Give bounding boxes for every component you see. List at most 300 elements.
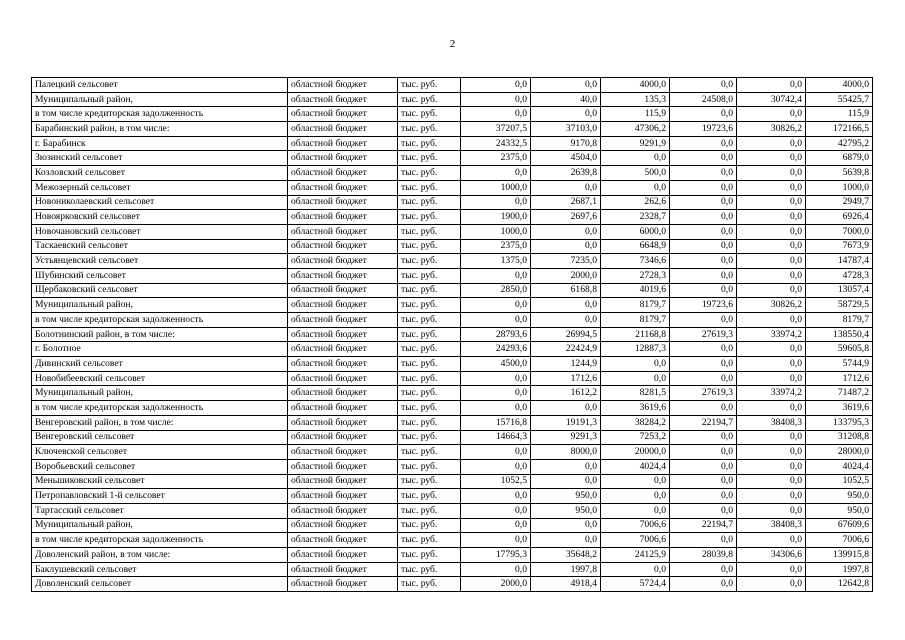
value-cell: 0,0 [670, 459, 737, 474]
value-cell: 0,0 [670, 445, 737, 460]
row-name-cell: Новочановский сельсовет [32, 224, 288, 239]
value-cell: 139915,8 [806, 548, 873, 563]
unit-cell: тыс. руб. [398, 180, 461, 195]
value-cell: 2697,6 [531, 210, 601, 225]
value-cell: 15716,8 [461, 415, 531, 430]
value-cell: 4019,6 [601, 283, 670, 298]
value-cell: 0,0 [461, 518, 531, 533]
value-cell: 9291,9 [601, 136, 670, 151]
table-row [32, 357, 873, 372]
value-cell: 1612,2 [531, 386, 601, 401]
table-row [32, 180, 873, 195]
unit-cell: тыс. руб. [398, 386, 461, 401]
value-cell: 8000,0 [531, 445, 601, 460]
budget-source-cell: областной бюджет [288, 239, 398, 254]
value-cell: 22194,7 [670, 415, 737, 430]
value-cell: 4504,0 [531, 151, 601, 166]
value-cell: 0,0 [670, 503, 737, 518]
value-cell: 7000,0 [806, 224, 873, 239]
unit-cell: тыс. руб. [398, 224, 461, 239]
page-number: 2 [449, 38, 456, 50]
value-cell: 14787,4 [806, 254, 873, 269]
table-row [32, 239, 873, 254]
budget-source-cell: областной бюджет [288, 371, 398, 386]
table-row [32, 533, 873, 548]
budget-source-cell: областной бюджет [288, 78, 398, 93]
unit-cell: тыс. руб. [398, 401, 461, 416]
value-cell: 55425,7 [806, 92, 873, 107]
value-cell: 47306,2 [601, 122, 670, 137]
row-name-cell: Ключевской сельсовет [32, 445, 288, 460]
value-cell: 0,0 [461, 298, 531, 313]
row-name-cell: в том числе кредиторская задолженность [32, 533, 288, 548]
value-cell: 7006,6 [601, 533, 670, 548]
unit-cell: тыс. руб. [398, 474, 461, 489]
value-cell: 0,0 [737, 577, 806, 592]
value-cell: 33974,2 [737, 327, 806, 342]
table-row [32, 283, 873, 298]
value-cell: 1000,0 [806, 180, 873, 195]
value-cell: 4024,4 [601, 459, 670, 474]
value-cell: 4728,3 [806, 268, 873, 283]
value-cell: 0,0 [601, 180, 670, 195]
budget-source-cell: областной бюджет [288, 445, 398, 460]
budget-source-cell: областной бюджет [288, 415, 398, 430]
budget-source-cell: областной бюджет [288, 533, 398, 548]
value-cell: 67609,6 [806, 518, 873, 533]
value-cell: 0,0 [670, 489, 737, 504]
value-cell: 31208,8 [806, 430, 873, 445]
unit-cell: тыс. руб. [398, 283, 461, 298]
value-cell: 2375,0 [461, 239, 531, 254]
value-cell: 0,0 [461, 401, 531, 416]
value-cell: 0,0 [737, 224, 806, 239]
value-cell: 262,6 [601, 195, 670, 210]
value-cell: 28793,6 [461, 327, 531, 342]
value-cell: 0,0 [601, 371, 670, 386]
value-cell: 0,0 [737, 254, 806, 269]
value-cell: 24332,5 [461, 136, 531, 151]
table-row [32, 195, 873, 210]
value-cell: 7346,6 [601, 254, 670, 269]
value-cell: 0,0 [461, 268, 531, 283]
table-row [32, 210, 873, 225]
value-cell: 0,0 [461, 78, 531, 93]
value-cell: 12642,8 [806, 577, 873, 592]
budget-source-cell: областной бюджет [288, 503, 398, 518]
budget-source-cell: областной бюджет [288, 357, 398, 372]
value-cell: 0,0 [737, 445, 806, 460]
value-cell: 28000,0 [806, 445, 873, 460]
row-name-cell: Болотнинский район, в том числе: [32, 327, 288, 342]
value-cell: 0,0 [461, 313, 531, 328]
budget-source-cell: областной бюджет [288, 268, 398, 283]
unit-cell: тыс. руб. [398, 122, 461, 137]
value-cell: 0,0 [737, 313, 806, 328]
unit-cell: тыс. руб. [398, 92, 461, 107]
budget-source-cell: областной бюджет [288, 298, 398, 313]
value-cell: 34306,6 [737, 548, 806, 563]
budget-source-cell: областной бюджет [288, 342, 398, 357]
value-cell: 133795,3 [806, 415, 873, 430]
unit-cell: тыс. руб. [398, 254, 461, 269]
value-cell: 4918,4 [531, 577, 601, 592]
value-cell: 0,0 [461, 371, 531, 386]
value-cell: 2728,3 [601, 268, 670, 283]
value-cell: 5744,9 [806, 357, 873, 372]
value-cell: 4500,0 [461, 357, 531, 372]
value-cell: 0,0 [670, 401, 737, 416]
table-row [32, 298, 873, 313]
value-cell: 0,0 [670, 224, 737, 239]
value-cell: 2328,7 [601, 210, 670, 225]
budget-source-cell: областной бюджет [288, 151, 398, 166]
value-cell: 135,3 [601, 92, 670, 107]
value-cell: 1052,5 [461, 474, 531, 489]
value-cell: 0,0 [670, 195, 737, 210]
value-cell: 30826,2 [737, 122, 806, 137]
row-name-cell: Меньшиковский сельсовет [32, 474, 288, 489]
value-cell: 4000,0 [806, 78, 873, 93]
value-cell: 172166,5 [806, 122, 873, 137]
table-row [32, 92, 873, 107]
value-cell: 58729,5 [806, 298, 873, 313]
value-cell: 0,0 [737, 401, 806, 416]
value-cell: 0,0 [670, 268, 737, 283]
value-cell: 0,0 [737, 342, 806, 357]
row-name-cell: Доволенский сельсовет [32, 577, 288, 592]
table-body [32, 78, 873, 592]
value-cell: 0,0 [737, 562, 806, 577]
table-row [32, 548, 873, 563]
value-cell: 71487,2 [806, 386, 873, 401]
value-cell: 0,0 [461, 386, 531, 401]
value-cell: 13057,4 [806, 283, 873, 298]
value-cell: 0,0 [737, 180, 806, 195]
value-cell: 0,0 [601, 503, 670, 518]
row-name-cell: Новобибеевский сельсовет [32, 371, 288, 386]
row-name-cell: Козловский сельсовет [32, 166, 288, 181]
budget-source-cell: областной бюджет [288, 562, 398, 577]
row-name-cell: Дивинский сельсовет [32, 357, 288, 372]
value-cell: 0,0 [737, 474, 806, 489]
value-cell: 30742,4 [737, 92, 806, 107]
value-cell: 0,0 [601, 489, 670, 504]
table-row [32, 474, 873, 489]
value-cell: 0,0 [737, 533, 806, 548]
row-name-cell: Муниципальный район, [32, 92, 288, 107]
value-cell: 1712,6 [806, 371, 873, 386]
table-row [32, 386, 873, 401]
unit-cell: тыс. руб. [398, 371, 461, 386]
row-name-cell: г. Барабинск [32, 136, 288, 151]
unit-cell: тыс. руб. [398, 313, 461, 328]
table-row [32, 430, 873, 445]
table-row [32, 151, 873, 166]
value-cell: 20000,0 [601, 445, 670, 460]
unit-cell: тыс. руб. [398, 577, 461, 592]
budget-source-cell: областной бюджет [288, 313, 398, 328]
value-cell: 950,0 [806, 503, 873, 518]
value-cell: 30826,2 [737, 298, 806, 313]
value-cell: 37207,5 [461, 122, 531, 137]
value-cell: 0,0 [531, 239, 601, 254]
value-cell: 6000,0 [601, 224, 670, 239]
table-row [32, 224, 873, 239]
budget-source-cell: областной бюджет [288, 474, 398, 489]
row-name-cell: Палецкий сельсовет [32, 78, 288, 93]
unit-cell: тыс. руб. [398, 327, 461, 342]
value-cell: 0,0 [737, 503, 806, 518]
table-row [32, 503, 873, 518]
value-cell: 0,0 [670, 533, 737, 548]
value-cell: 38408,3 [737, 518, 806, 533]
value-cell: 7006,6 [601, 518, 670, 533]
value-cell: 14664,3 [461, 430, 531, 445]
budget-source-cell: областной бюджет [288, 430, 398, 445]
table-row [32, 327, 873, 342]
unit-cell: тыс. руб. [398, 210, 461, 225]
value-cell: 500,0 [601, 166, 670, 181]
value-cell: 0,0 [737, 371, 806, 386]
value-cell: 19191,3 [531, 415, 601, 430]
row-name-cell: Новониколаевский сельсовет [32, 195, 288, 210]
value-cell: 1052,5 [806, 474, 873, 489]
unit-cell: тыс. руб. [398, 136, 461, 151]
value-cell: 138550,4 [806, 327, 873, 342]
table-row [32, 415, 873, 430]
value-cell: 38284,2 [601, 415, 670, 430]
value-cell: 12887,3 [601, 342, 670, 357]
budget-source-cell: областной бюджет [288, 577, 398, 592]
value-cell: 24125,9 [601, 548, 670, 563]
value-cell: 0,0 [461, 445, 531, 460]
budget-source-cell: областной бюджет [288, 386, 398, 401]
value-cell: 6926,4 [806, 210, 873, 225]
value-cell: 2000,0 [461, 577, 531, 592]
value-cell: 0,0 [670, 107, 737, 122]
value-cell: 0,0 [531, 474, 601, 489]
value-cell: 0,0 [670, 78, 737, 93]
value-cell: 950,0 [806, 489, 873, 504]
value-cell: 2639,8 [531, 166, 601, 181]
unit-cell: тыс. руб. [398, 357, 461, 372]
value-cell: 27619,3 [670, 327, 737, 342]
value-cell: 8179,7 [601, 298, 670, 313]
value-cell: 40,0 [531, 92, 601, 107]
table-row [32, 313, 873, 328]
value-cell: 19723,6 [670, 298, 737, 313]
row-name-cell: Венгеровский район, в том числе: [32, 415, 288, 430]
budget-source-cell: областной бюджет [288, 107, 398, 122]
unit-cell: тыс. руб. [398, 166, 461, 181]
value-cell: 0,0 [461, 562, 531, 577]
value-cell: 22194,7 [670, 518, 737, 533]
value-cell: 7253,2 [601, 430, 670, 445]
value-cell: 35648,2 [531, 548, 601, 563]
value-cell: 0,0 [670, 180, 737, 195]
row-name-cell: Петропавловский 1-й сельсовет [32, 489, 288, 504]
value-cell: 0,0 [670, 342, 737, 357]
value-cell: 0,0 [531, 180, 601, 195]
value-cell: 26994,5 [531, 327, 601, 342]
row-name-cell: Таскаевский сельсовет [32, 239, 288, 254]
value-cell: 0,0 [737, 210, 806, 225]
value-cell: 38408,3 [737, 415, 806, 430]
value-cell: 0,0 [670, 430, 737, 445]
value-cell: 0,0 [737, 239, 806, 254]
value-cell: 950,0 [531, 503, 601, 518]
unit-cell: тыс. руб. [398, 298, 461, 313]
value-cell: 0,0 [531, 533, 601, 548]
value-cell: 3619,6 [601, 401, 670, 416]
value-cell: 115,9 [601, 107, 670, 122]
row-name-cell: в том числе кредиторская задолженность [32, 313, 288, 328]
value-cell: 2949,7 [806, 195, 873, 210]
value-cell: 0,0 [737, 268, 806, 283]
value-cell: 0,0 [737, 283, 806, 298]
value-cell: 0,0 [670, 210, 737, 225]
unit-cell: тыс. руб. [398, 548, 461, 563]
value-cell: 0,0 [670, 357, 737, 372]
unit-cell: тыс. руб. [398, 78, 461, 93]
budget-source-cell: областной бюджет [288, 122, 398, 137]
budget-source-cell: областной бюджет [288, 224, 398, 239]
value-cell: 1712,6 [531, 371, 601, 386]
value-cell: 0,0 [601, 474, 670, 489]
table-row [32, 122, 873, 137]
value-cell: 0,0 [531, 224, 601, 239]
value-cell: 17795,3 [461, 548, 531, 563]
value-cell: 0,0 [737, 430, 806, 445]
table-row [32, 562, 873, 577]
value-cell: 0,0 [670, 136, 737, 151]
table-row [32, 254, 873, 269]
value-cell: 0,0 [737, 78, 806, 93]
unit-cell: тыс. руб. [398, 107, 461, 122]
table-row [32, 489, 873, 504]
value-cell: 8179,7 [601, 313, 670, 328]
value-cell: 7006,6 [806, 533, 873, 548]
value-cell: 1000,0 [461, 224, 531, 239]
unit-cell: тыс. руб. [398, 533, 461, 548]
value-cell: 1000,0 [461, 180, 531, 195]
budget-table [31, 77, 873, 592]
budget-source-cell: областной бюджет [288, 210, 398, 225]
value-cell: 19723,6 [670, 122, 737, 137]
value-cell: 0,0 [461, 107, 531, 122]
table-row [32, 136, 873, 151]
unit-cell: тыс. руб. [398, 151, 461, 166]
budget-source-cell: областной бюджет [288, 166, 398, 181]
unit-cell: тыс. руб. [398, 239, 461, 254]
row-name-cell: Новоярковский сельсовет [32, 210, 288, 225]
value-cell: 0,0 [531, 401, 601, 416]
budget-source-cell: областной бюджет [288, 518, 398, 533]
value-cell: 1900,0 [461, 210, 531, 225]
value-cell: 1997,8 [806, 562, 873, 577]
row-name-cell: Муниципальный район, [32, 518, 288, 533]
row-name-cell: Воробьевский сельсовет [32, 459, 288, 474]
row-name-cell: Муниципальный район, [32, 386, 288, 401]
value-cell: 0,0 [601, 562, 670, 577]
value-cell: 0,0 [670, 371, 737, 386]
row-name-cell: Межозерный сельсовет [32, 180, 288, 195]
budget-source-cell: областной бюджет [288, 254, 398, 269]
value-cell: 0,0 [670, 577, 737, 592]
table-row [32, 371, 873, 386]
value-cell: 0,0 [461, 166, 531, 181]
value-cell: 21168,8 [601, 327, 670, 342]
budget-source-cell: областной бюджет [288, 195, 398, 210]
value-cell: 0,0 [737, 107, 806, 122]
table-row [32, 445, 873, 460]
row-name-cell: Тартасский сельсовет [32, 503, 288, 518]
value-cell: 0,0 [461, 459, 531, 474]
row-name-cell: Шубинский сельсовет [32, 268, 288, 283]
value-cell: 0,0 [670, 151, 737, 166]
value-cell: 37103,0 [531, 122, 601, 137]
row-name-cell: Зюзинский сельсовет [32, 151, 288, 166]
value-cell: 42795,2 [806, 136, 873, 151]
budget-source-cell: областной бюджет [288, 283, 398, 298]
table-row [32, 459, 873, 474]
unit-cell: тыс. руб. [398, 268, 461, 283]
table-row [32, 342, 873, 357]
value-cell: 7673,9 [806, 239, 873, 254]
value-cell: 0,0 [531, 313, 601, 328]
budget-source-cell: областной бюджет [288, 459, 398, 474]
value-cell: 9170,8 [531, 136, 601, 151]
unit-cell: тыс. руб. [398, 459, 461, 474]
value-cell: 0,0 [737, 489, 806, 504]
value-cell: 24508,0 [670, 92, 737, 107]
unit-cell: тыс. руб. [398, 445, 461, 460]
row-name-cell: Барабинский район, в том числе: [32, 122, 288, 137]
value-cell: 2687,1 [531, 195, 601, 210]
table-row [32, 78, 873, 93]
row-name-cell: Доволенский район, в том числе: [32, 548, 288, 563]
value-cell: 5724,4 [601, 577, 670, 592]
value-cell: 0,0 [670, 562, 737, 577]
budget-source-cell: областной бюджет [288, 327, 398, 342]
unit-cell: тыс. руб. [398, 518, 461, 533]
table-row [32, 166, 873, 181]
row-name-cell: г. Болотное [32, 342, 288, 357]
value-cell: 0,0 [670, 283, 737, 298]
value-cell: 6648,9 [601, 239, 670, 254]
value-cell: 0,0 [531, 298, 601, 313]
value-cell: 33974,2 [737, 386, 806, 401]
value-cell: 9291,3 [531, 430, 601, 445]
row-name-cell: Щербаковский сельсовет [32, 283, 288, 298]
unit-cell: тыс. руб. [398, 195, 461, 210]
value-cell: 0,0 [737, 166, 806, 181]
value-cell: 0,0 [531, 459, 601, 474]
value-cell: 2850,0 [461, 283, 531, 298]
value-cell: 6879,0 [806, 151, 873, 166]
budget-source-cell: областной бюджет [288, 489, 398, 504]
value-cell: 0,0 [737, 459, 806, 474]
value-cell: 115,9 [806, 107, 873, 122]
table-row [32, 577, 873, 592]
row-name-cell: в том числе кредиторская задолженность [32, 107, 288, 122]
value-cell: 950,0 [531, 489, 601, 504]
unit-cell: тыс. руб. [398, 562, 461, 577]
value-cell: 0,0 [670, 166, 737, 181]
value-cell: 0,0 [737, 357, 806, 372]
unit-cell: тыс. руб. [398, 415, 461, 430]
